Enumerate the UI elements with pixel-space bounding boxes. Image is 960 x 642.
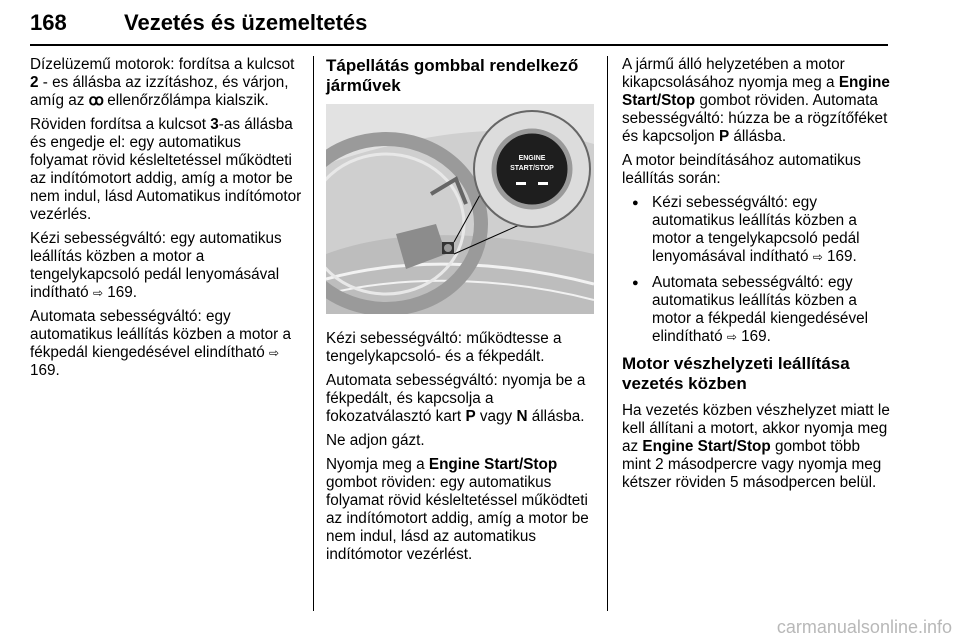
page-reference-arrow-icon: ⇨: [812, 250, 823, 264]
autostop-list: [622, 194, 892, 346]
paragraph-automatic: Automata sebességváltó: egy automatikus leállítás közben a motor a fékpedál kiengedésével elindítható ⇨ 169.: [30, 308, 292, 379]
column-divider-2: [607, 56, 608, 611]
glow-plug-icon: ꝏ: [88, 92, 103, 109]
paragraph-diesel: Dízelüzemű motorok: fordítsa a kulcsot 2 - es állásba az izzításhoz, és várjon, amíg az ꝏ ellenőrzőlámpa kialszik.: [30, 56, 295, 109]
heading-emergency-stop: Motor vészhelyzeti leállítása vezetés közben: [622, 354, 850, 393]
column-1: [30, 56, 302, 386]
watermark: carmanualsonline.info: [776, 617, 952, 637]
paragraph-manual: Kézi sebességváltó: egy automatikus leállítás közben a motor a tengelykapcsoló pedál lenyomásával indítható ⇨ 169.: [30, 230, 282, 301]
page-reference-link[interactable]: 169.: [30, 362, 60, 379]
page-reference-link[interactable]: 169.: [827, 248, 857, 265]
page-header: [30, 0, 888, 48]
column-3: [622, 56, 892, 498]
start-stop-button-label: ENGINE START/STOP: [510, 155, 554, 172]
page-number: 168: [30, 10, 67, 35]
paragraph-key-turn: Röviden fordítsa a kulcsot 3-as állásba és engedje el: egy automatikus folyamat rövid késleltetéssel működteti az indítómotort addig, amíg a motor be nem indul, lásd Automatikus indítómotor vezérlés.: [30, 116, 302, 223]
paragraph-switch-off: A jármű álló helyzetében a motor kikapcsolásához nyomja meg a Engine Start/Stop gombot röviden. Automata sebességváltó: húzza be a rögzítőféket és kapcsoljon P állásba.: [622, 56, 890, 145]
paragraph-manual-pedals: Kézi sebességváltó: működtesse a tengelykapcsoló- és a fékpedált.: [326, 330, 562, 365]
list-item: ● Automata sebességváltó: egy automatikus leállítás közben a motor a fékpedál kiengedésével elindítható ⇨ 169.: [622, 274, 892, 346]
list-item: ● Kézi sebességváltó: egy automatikus leállítás közben a motor a tengelykapcsoló pedál lenyomásával indítható ⇨ 169.: [622, 194, 892, 266]
page-reference-arrow-icon: ⇨: [92, 286, 103, 300]
section-title: Vezetés és üzemeltetés: [124, 10, 368, 35]
dashboard-illustration: [326, 104, 594, 314]
header-rule: [30, 44, 888, 46]
page-reference-arrow-icon: ⇨: [268, 346, 280, 360]
page-reference-arrow-icon: ⇨: [726, 330, 737, 344]
paragraph-autostop-intro: A motor beindításához automatikus leállítás során:: [622, 152, 861, 187]
paragraph-automatic-selector: Automata sebességváltó: nyomja be a fékpedált, és kapcsolja a fokozatválasztó kart P vagy N állásba.: [326, 372, 586, 425]
column-divider-1: [313, 56, 314, 611]
paragraph-press-button: Nyomja meg a Engine Start/Stop gombot röviden: egy automatikus folyamat rövid késleltetéssel működteti az indítómotort addig, amíg a motor be nem indul, lásd az automatikus indítómotor vezérlést.: [326, 456, 589, 563]
heading-power-button-vehicles: Tápellátás gombbal rendelkező járművek: [326, 56, 579, 95]
paragraph-emergency-stop: Ha vezetés közben vészhelyzet miatt le kell állítani a motort, akkor nyomja meg az Engine Start/Stop gombot több mint 2 másodpercre vagy nyomja meg kétszer röviden 5 másodpercen belül.: [622, 402, 890, 491]
engine-start-stop-figure: [326, 104, 594, 314]
page-reference-link[interactable]: 169.: [741, 328, 771, 345]
paragraph-no-throttle: Ne adjon gázt.: [326, 432, 425, 449]
column-2: [326, 56, 596, 570]
page-reference-link[interactable]: 169.: [107, 284, 138, 301]
